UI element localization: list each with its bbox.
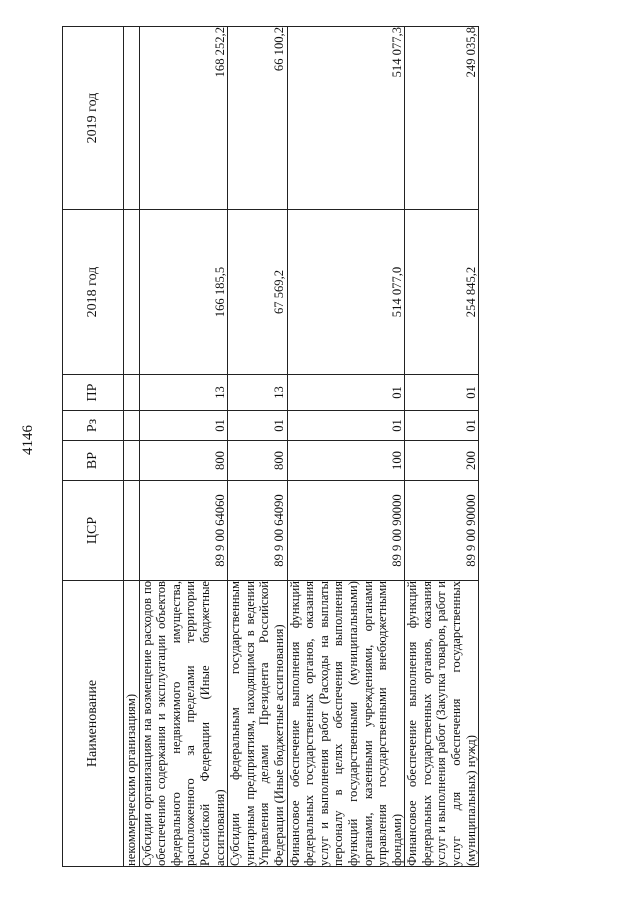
row-csr: 89 9 00 90000 (287, 481, 405, 581)
row-2018: 514 077,0 (287, 210, 405, 375)
row-pr: 01 (287, 375, 405, 411)
row-name: Субсидии организациям на возмещение расходов по обеспечению содержания и эксплуатации объектов федерального недвижимого имущества, расположенного за пределами территории Российской Федерации (Иные бюджетные ассигнования) (139, 581, 227, 866)
row-rz: 01 (287, 411, 405, 441)
row-name: Субсидии федеральным государственным унитарным предприятиям, находящимся в ведении Управления делами Президента Российской Федерации (Иные бюджетные ассигнования) (228, 581, 286, 866)
row-vr: 800 (228, 441, 287, 481)
row-vr: 100 (287, 441, 405, 481)
page-number: 4146 (20, 425, 36, 455)
row-csr: 89 9 00 64060 (139, 481, 228, 581)
row-2018: 254 845,2 (405, 210, 479, 375)
budget-table (62, 26, 479, 867)
row-2018: 67 569,2 (228, 210, 287, 375)
row-vr: 800 (139, 441, 228, 481)
row-csr: 89 9 00 90000 (405, 481, 479, 581)
row-name: Финансовое обеспечение выполнения функций федеральных государственных органов, оказания услуг и выполнения работ (Закупка товаров, работ и услуг для обеспечения государственных (муниципальных) нужд) (405, 581, 478, 866)
row-2019: 168 252,2 (139, 27, 228, 210)
row-csr: 89 9 00 64090 (228, 481, 287, 581)
header-2018: 2018 год (63, 210, 124, 375)
header-rz: Рз (63, 411, 124, 441)
row-pr: 01 (405, 375, 479, 411)
table-header-row (63, 27, 124, 867)
row-2019: 249 035,8 (405, 27, 479, 210)
header-pr: ПР (63, 375, 124, 411)
row-rz: 01 (228, 411, 287, 441)
row-2019: 514 077,3 (287, 27, 405, 210)
row-pr: 13 (139, 375, 228, 411)
row-rz: 01 (405, 411, 479, 441)
header-csr: ЦСР (63, 481, 124, 581)
header-2019: 2019 год (63, 27, 124, 210)
table-row-continuation (124, 27, 140, 867)
row-rz: 01 (139, 411, 228, 441)
row-vr: 200 (405, 441, 479, 481)
row-2019: 66 100,2 (228, 27, 287, 210)
row-name: Финансовое обеспечение выполнения функций федеральных государственных органов, оказания услуг и выполнения работ (Расходы на выплаты персоналу в целях обеспечения выполнения функций государственными (муниципальными) органами, казенными учреждениями, органами управления государственными внебюджетными фондами) (287, 581, 404, 866)
row-pr: 13 (228, 375, 287, 411)
table-row (139, 27, 228, 867)
table-row (405, 27, 479, 867)
table-row (287, 27, 405, 867)
row-2018: 166 185,5 (139, 210, 228, 375)
table-row (228, 27, 287, 867)
continuation-text: некоммерческим организациям) (124, 581, 140, 867)
header-vr: ВР (63, 441, 124, 481)
header-name: Наименование (63, 581, 124, 867)
